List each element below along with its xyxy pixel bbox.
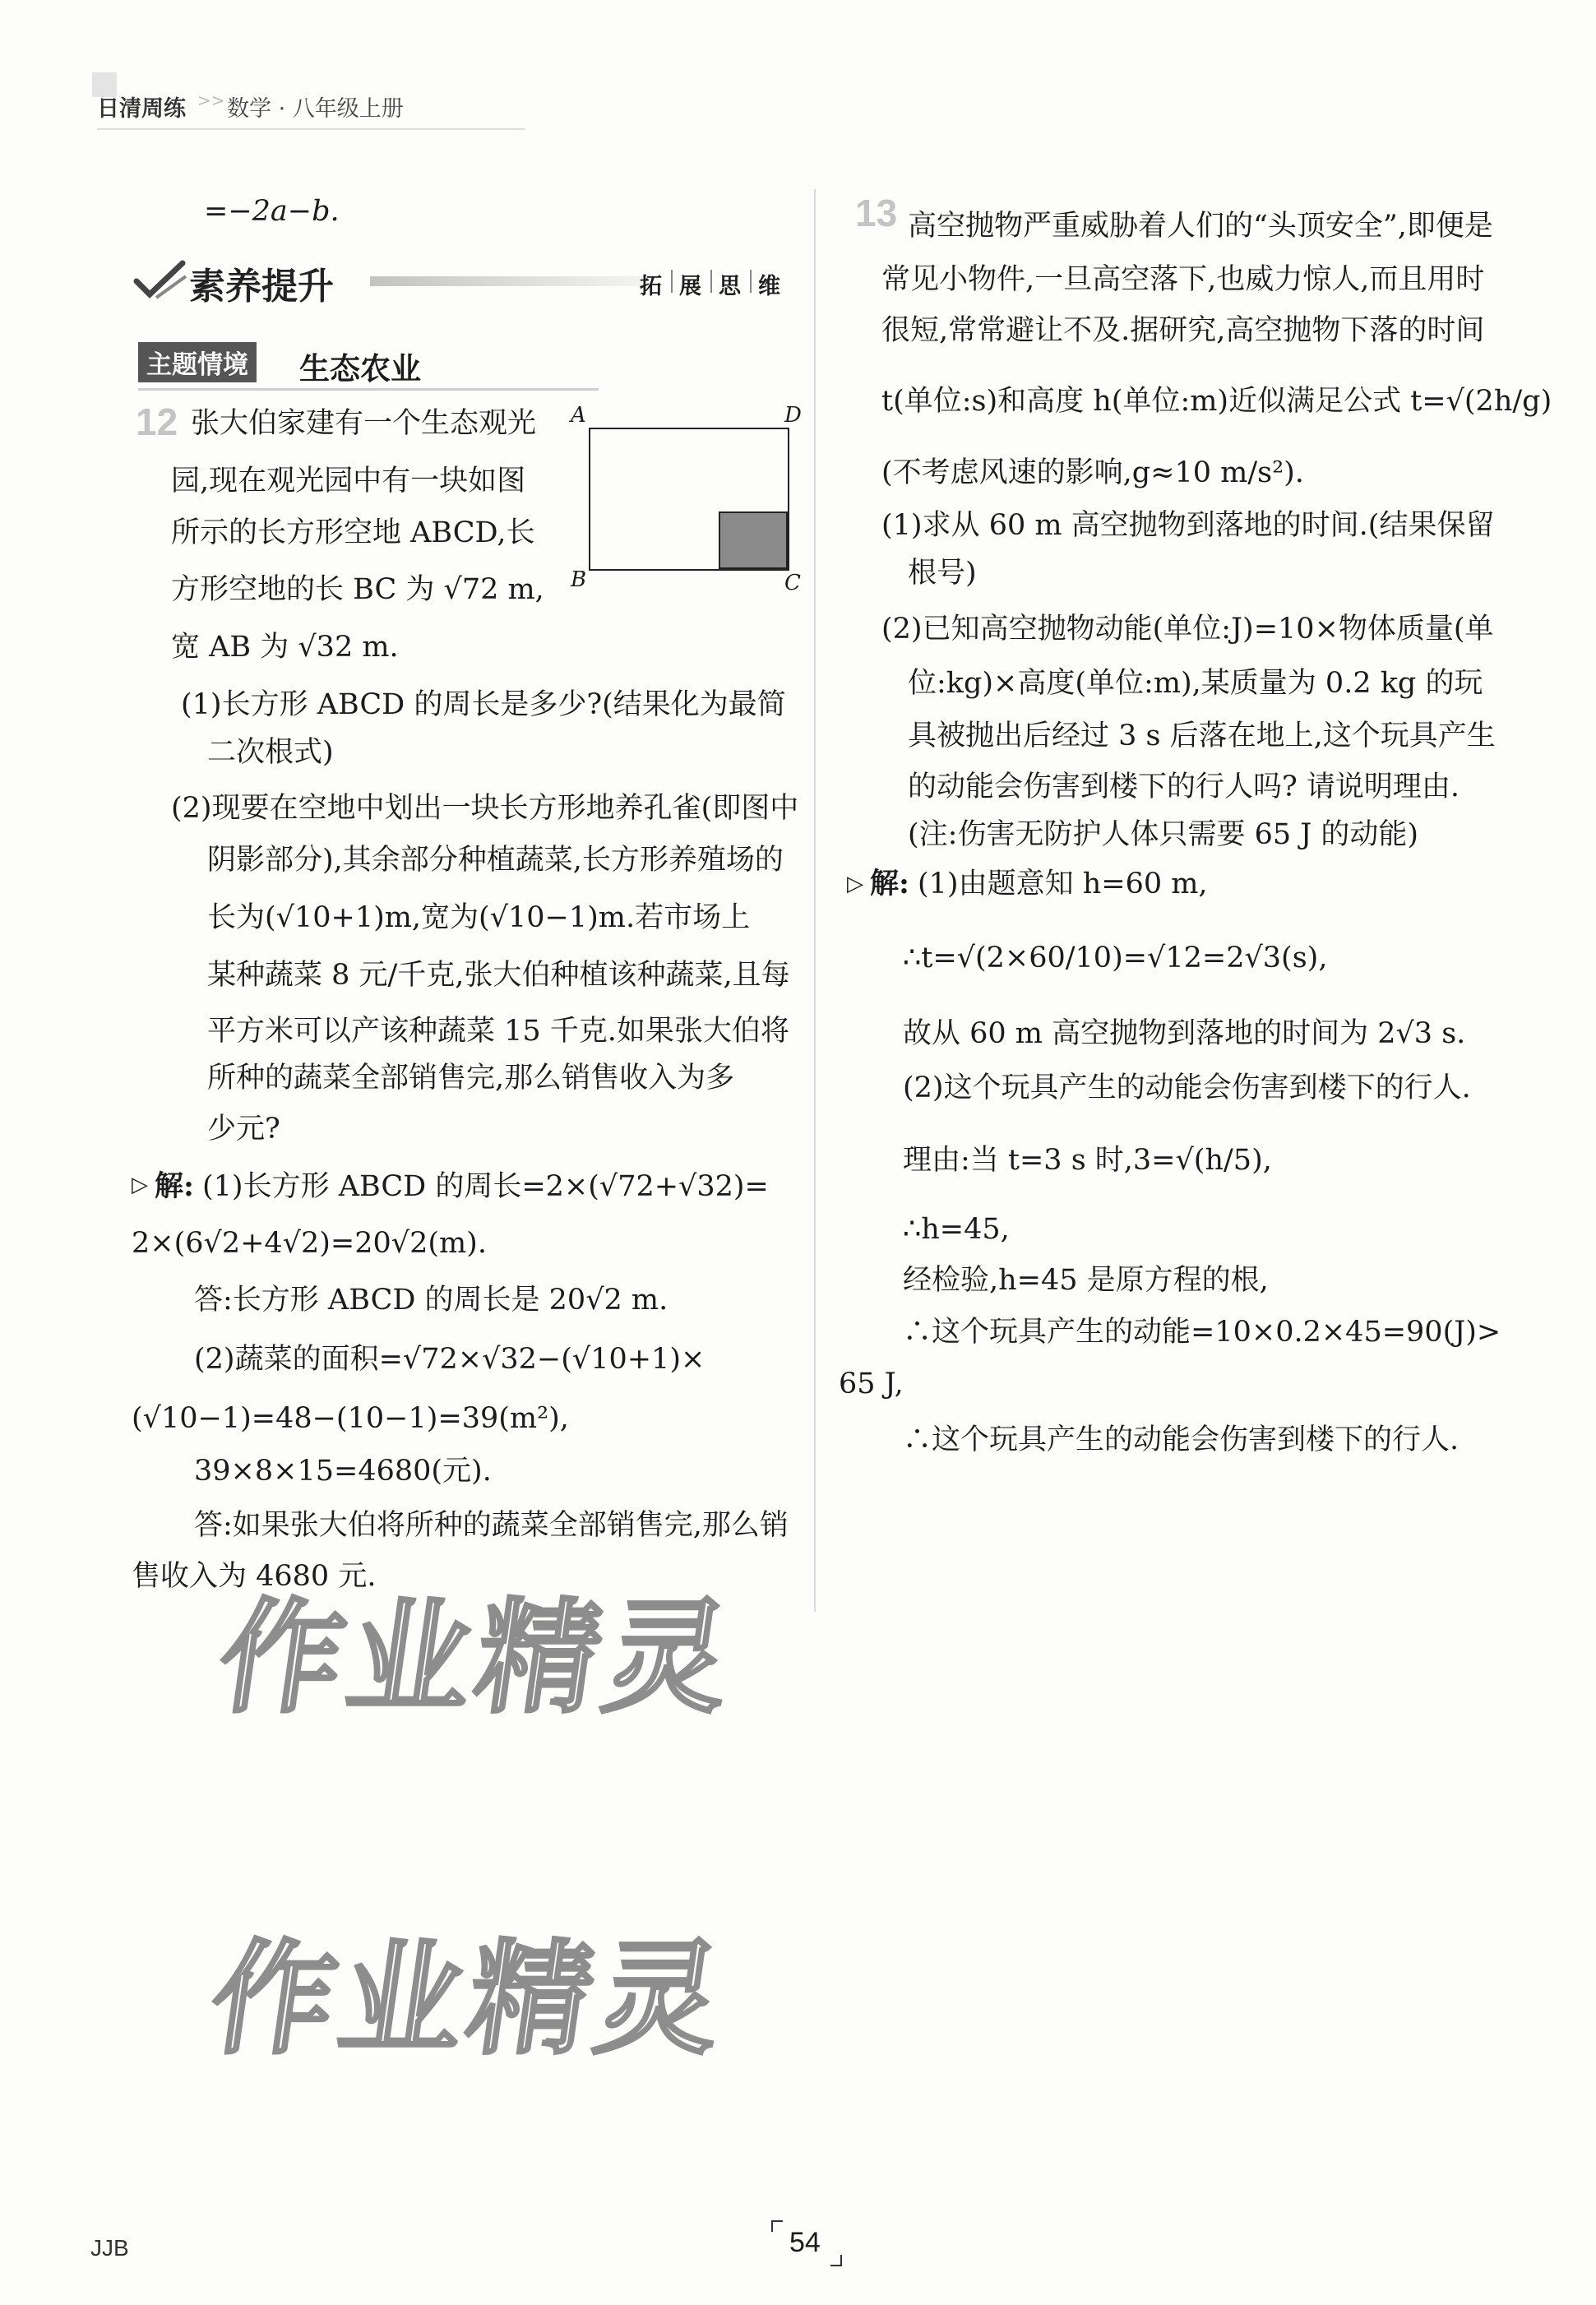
q12-part2-line: 平方米可以产该种蔬菜 15 千克.如果张大伯将 (207, 1015, 789, 1048)
q12-stem-line: 所示的长方形空地 ABCD,长 (171, 516, 535, 549)
q12-part2-line: 少元? (207, 1113, 280, 1146)
solution-arrow-icon: ▷ (847, 872, 863, 896)
banner-tag-1: 拓 (640, 274, 662, 299)
tag-divider (750, 270, 752, 293)
pen-check-icon (132, 257, 189, 303)
q13-solution-line: 理由:当 t=3 s 时,3=√(h/5), (903, 1144, 1272, 1177)
figure-label-a: A (571, 403, 586, 428)
q12-stem-line: 方形空地的长 BC 为 √72 m, (171, 573, 544, 606)
tag-divider (671, 270, 673, 293)
previous-answer-tail: =−2a−b. (204, 195, 340, 228)
q12-solution-label: 解: (155, 1169, 194, 1203)
q13-part2-line: (2)已知高空抛物动能(单位:J)=10×物体质量(单 (881, 613, 1494, 646)
q13-part2-line: (注:伤害无防护人体只需要 65 J 的动能) (908, 818, 1419, 851)
q13-stem-line: 很短,常常避让不及.据研究,高空抛物下落的时间 (881, 314, 1485, 347)
header-bar (97, 76, 525, 130)
header-separator: >> (197, 90, 225, 110)
solution-arrow-icon: ▷ (132, 1173, 148, 1197)
header-subtitle: 数学 · 八年级上册 (227, 96, 404, 122)
page-bracket-right (830, 2255, 842, 2266)
banner-title: 素养提升 (189, 266, 334, 308)
rectangle-figure (567, 403, 806, 595)
q13-stem-line: t(单位:s)和高度 h(单位:m)近似满足公式 t=√(2h/g) (881, 385, 1552, 418)
q12-solution-line: 答:如果张大伯将所种的蔬菜全部销售完,那么销 (194, 1509, 789, 1542)
q12-solution-line: (2)蔬菜的面积=√72×√32−(√10+1)× (194, 1343, 705, 1376)
banner-decoration (370, 276, 650, 286)
figure-label-b: B (571, 567, 587, 592)
q12-solution-line: (1)长方形 ABCD 的周长=2×(√72+√32)= (202, 1170, 769, 1203)
q13-solution-line: (2)这个玩具产生的动能会伤害到楼下的行人. (903, 1072, 1471, 1104)
tag-divider (710, 270, 712, 293)
watermark: 作业精灵 (210, 1587, 744, 1730)
q12-part1-line: 二次根式) (207, 736, 334, 769)
theme-row (138, 339, 599, 391)
page-number: 54 (789, 2227, 821, 2258)
q12-solution-line: (√10−1)=48−(10−1)=39(m²), (132, 1402, 569, 1435)
q12-stem-line: 宽 AB 为 √32 m. (171, 631, 399, 664)
q12-part1-line: (1)长方形 ABCD 的周长是多少?(结果化为最简 (181, 688, 786, 721)
theme-title: 生态农业 (299, 351, 421, 386)
page-bracket-left (771, 2220, 783, 2232)
q13-solution-line: ∴这个玩具产生的动能=10×0.2×45=90(J)> (903, 1316, 1501, 1349)
section-banner (132, 252, 806, 309)
q13-solution-line: 经检验,h=45 是原方程的根, (903, 1264, 1269, 1297)
q13-solution-line: 65 J, (839, 1368, 904, 1400)
header-title: 日清周练 (97, 96, 186, 122)
banner-tag-4: 维 (758, 274, 780, 299)
column-divider (814, 189, 816, 1612)
q12-stem-line: 园,现在观光园中有一块如图 (171, 465, 526, 498)
figure-shaded-region (719, 511, 788, 569)
q13-part2-line: 具被抛出后经过 3 s 后落在地上,这个玩具产生 (908, 720, 1496, 752)
q13-stem-line: 常见小物件,一旦高空落下,也威力惊人,而且用时 (881, 263, 1485, 296)
watermark: 作业精灵 (201, 1928, 736, 2071)
q13-solution-line: ∴这个玩具产生的动能会伤害到楼下的行人. (903, 1423, 1460, 1456)
q12-part2-line: 所种的蔬菜全部销售完,那么销售收入为多 (207, 1062, 735, 1095)
q13-solution-line: ∴h=45, (903, 1213, 1010, 1246)
q13-stem-line: 高空抛物严重威胁着人们的“头顶安全”,即便是 (908, 210, 1493, 243)
page-number-box (771, 2220, 842, 2266)
q13-part2-line: 位:kg)×高度(单位:m),某质量为 0.2 kg 的玩 (908, 667, 1483, 700)
figure-label-d: D (784, 403, 802, 428)
q13-part1-line: 根号) (908, 557, 977, 590)
q13-part1-line: (1)求从 60 m 高空抛物到落地的时间.(结果保留 (881, 509, 1495, 542)
q13-solution-line: (1)由题意知 h=60 m, (918, 868, 1208, 900)
q12-stem-line: 张大伯家建有一个生态观光 (191, 407, 537, 440)
question-13-number: 13 (855, 192, 898, 234)
figure-label-c: C (784, 571, 801, 595)
q12-part2-line: 长为(√10+1)m,宽为(√10−1)m.若市场上 (207, 901, 751, 934)
q12-solution-line: 39×8×15=4680(元). (194, 1455, 492, 1488)
q12-solution-line: 售收入为 4680 元. (132, 1560, 377, 1593)
banner-tag-2: 展 (679, 274, 701, 299)
q13-part2-line: 的动能会伤害到楼下的行人吗? 请说明理由. (908, 771, 1460, 803)
footer-code: JJB (90, 2235, 129, 2261)
q12-solution-line: 2×(6√2+4√2)=20√2(m). (132, 1227, 487, 1260)
q12-part2-line: 阴影部分),其余部分种植蔬菜,长方形养殖场的 (207, 844, 784, 877)
question-12-number: 12 (136, 400, 178, 443)
q13-solution-label: 解: (870, 867, 909, 900)
q13-stem-line: (不考虑风速的影响,g≈10 m/s²). (881, 456, 1304, 489)
q12-solution-line: 答:长方形 ABCD 的周长是 20√2 m. (194, 1284, 668, 1317)
banner-tag-3: 思 (719, 274, 741, 299)
q12-part2-line: (2)现要在空地中划出一块长方形地养孔雀(即图中 (171, 792, 799, 825)
q13-solution-line: ∴t=√(2×60/10)=√12=2√3(s), (903, 942, 1328, 974)
q13-solution-line: 故从 60 m 高空抛物到落地的时间为 2√3 s. (903, 1017, 1466, 1050)
q12-part2-line: 某种蔬菜 8 元/千克,张大伯种植该种蔬菜,且每 (207, 959, 790, 992)
theme-label: 主题情境 (138, 342, 257, 382)
